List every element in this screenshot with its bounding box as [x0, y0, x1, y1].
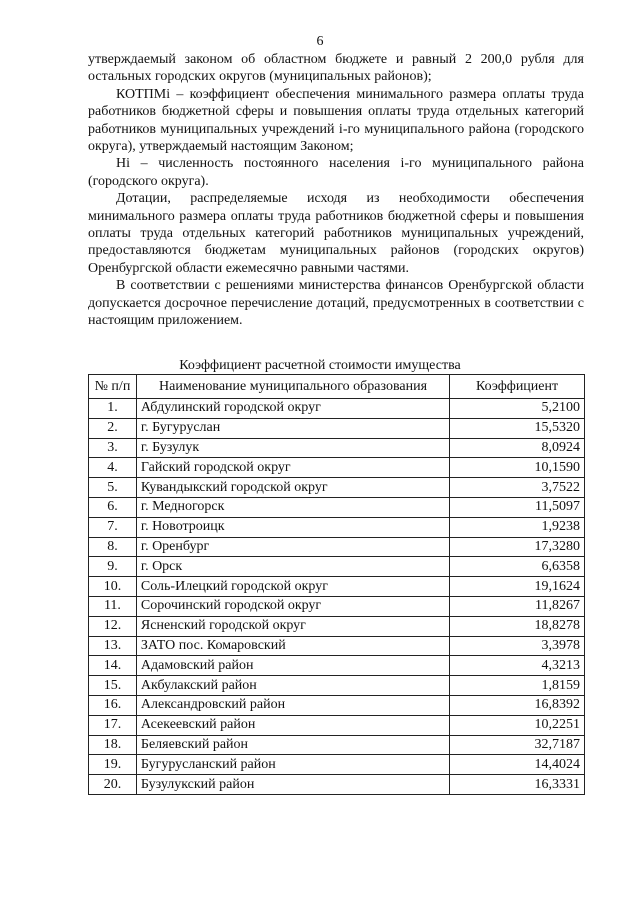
coefficient-value: 10,1590 — [450, 458, 585, 478]
body-text — [88, 51, 584, 330]
row-number: 10. — [89, 577, 137, 597]
coefficient-value: 14,4024 — [450, 755, 585, 775]
municipality-name: Асекеевский район — [136, 715, 449, 735]
table-row — [89, 517, 585, 537]
row-number: 17. — [89, 715, 137, 735]
coefficient-value: 32,7187 — [450, 735, 585, 755]
row-number: 19. — [89, 755, 137, 775]
row-number: 15. — [89, 676, 137, 696]
header-num: № п/п — [89, 375, 137, 399]
municipality-name: г. Новотроицк — [136, 517, 449, 537]
table-header-row — [89, 375, 585, 399]
table-row — [89, 755, 585, 775]
municipality-name: Адамовский район — [136, 656, 449, 676]
coefficient-value: 15,5320 — [450, 418, 585, 438]
table-row — [89, 775, 585, 795]
row-number: 11. — [89, 596, 137, 616]
header-name: Наименование муниципального образования — [136, 375, 449, 399]
table-caption: Коэффициент расчетной стоимости имущества — [179, 358, 461, 373]
municipality-name: г. Орск — [136, 557, 449, 577]
coefficient-value: 10,2251 — [450, 715, 585, 735]
coefficient-value: 3,7522 — [450, 478, 585, 498]
municipality-name: Ясненский городской округ — [136, 616, 449, 636]
municipality-name: Кувандыкский городской округ — [136, 478, 449, 498]
coefficient-value: 4,3213 — [450, 656, 585, 676]
row-number: 5. — [89, 478, 137, 498]
table-body — [89, 399, 585, 795]
coefficient-value: 11,5097 — [450, 497, 585, 517]
row-number: 14. — [89, 656, 137, 676]
coefficient-table — [88, 374, 585, 795]
coefficient-value: 1,8159 — [450, 676, 585, 696]
row-number: 20. — [89, 775, 137, 795]
row-number: 16. — [89, 695, 137, 715]
table-row — [89, 399, 585, 419]
row-number: 7. — [89, 517, 137, 537]
coefficient-value: 1,9238 — [450, 517, 585, 537]
row-number: 2. — [89, 418, 137, 438]
row-number: 3. — [89, 438, 137, 458]
municipality-name: Сорочинский городской округ — [136, 596, 449, 616]
paragraph: КОТПМi – коэффициент обеспечения минимального размера оплаты труда работников бюджетной сферы и повышения оплаты труда отдельных категорий работников муниципальных учреждений i-го муниципального района (городского округа), утверждаемый настоящим Законом; — [88, 86, 584, 155]
table-row — [89, 735, 585, 755]
municipality-name: г. Медногорск — [136, 497, 449, 517]
coefficient-value: 5,2100 — [450, 399, 585, 419]
coefficient-value: 11,8267 — [450, 596, 585, 616]
municipality-name: г. Оренбург — [136, 537, 449, 557]
table-row — [89, 636, 585, 656]
coefficient-value: 18,8278 — [450, 616, 585, 636]
coefficient-value: 19,1624 — [450, 577, 585, 597]
municipality-name: Бузулукский район — [136, 775, 449, 795]
municipality-name: Бугурусланский район — [136, 755, 449, 775]
municipality-name: Беляевский район — [136, 735, 449, 755]
municipality-name: ЗАТО пос. Комаровский — [136, 636, 449, 656]
table-row — [89, 596, 585, 616]
paragraph: Нi – численность постоянного населения i-го муниципального района (городского округа). — [88, 156, 584, 189]
paragraph: утверждаемый законом об областном бюджете и равный 2 200,0 рубля для остальных городских округов (муниципальных районов); — [88, 52, 584, 85]
row-number: 4. — [89, 458, 137, 478]
table-row — [89, 438, 585, 458]
coefficient-value: 16,3331 — [450, 775, 585, 795]
municipality-name: г. Бузулук — [136, 438, 449, 458]
paragraph: В соответствии с решениями министерства финансов Оренбургской области допускается досрочное перечисление дотаций, предусмотренных в соответствии с настоящим приложением. — [88, 278, 584, 329]
table-row — [89, 537, 585, 557]
municipality-name: Гайский городской округ — [136, 458, 449, 478]
table-row — [89, 715, 585, 735]
table-row — [89, 656, 585, 676]
table-row — [89, 695, 585, 715]
header-coef: Коэффициент — [450, 375, 585, 399]
row-number: 1. — [89, 399, 137, 419]
municipality-name: Соль-Илецкий городской округ — [136, 577, 449, 597]
paragraph: Дотации, распределяемые исходя из необходимости обеспечения минимального размера оплаты труда работников бюджетной сферы и повышения оплаты труда отдельных категорий работников муниципальных учреждений, предоставляются бюджетам муниципальных районов (городских округов) Оренбургской области ежемесячно равными частями. — [88, 191, 584, 276]
table-row — [89, 418, 585, 438]
coefficient-value: 17,3280 — [450, 537, 585, 557]
municipality-name: Александровский район — [136, 695, 449, 715]
municipality-name: г. Бугуруслан — [136, 418, 449, 438]
table-row — [89, 478, 585, 498]
row-number: 6. — [89, 497, 137, 517]
coefficient-value: 3,3978 — [450, 636, 585, 656]
table-row — [89, 577, 585, 597]
table-row — [89, 616, 585, 636]
row-number: 8. — [89, 537, 137, 557]
table-row — [89, 458, 585, 478]
page-number: 6 — [316, 34, 324, 49]
table-row — [89, 497, 585, 517]
coefficient-value: 6,6358 — [450, 557, 585, 577]
municipality-name: Акбулакский район — [136, 676, 449, 696]
municipality-name: Абдулинский городской округ — [136, 399, 449, 419]
coefficient-value: 16,8392 — [450, 695, 585, 715]
row-number: 12. — [89, 616, 137, 636]
row-number: 9. — [89, 557, 137, 577]
row-number: 13. — [89, 636, 137, 656]
row-number: 18. — [89, 735, 137, 755]
coefficient-value: 8,0924 — [450, 438, 585, 458]
table-row — [89, 557, 585, 577]
table-row — [89, 676, 585, 696]
